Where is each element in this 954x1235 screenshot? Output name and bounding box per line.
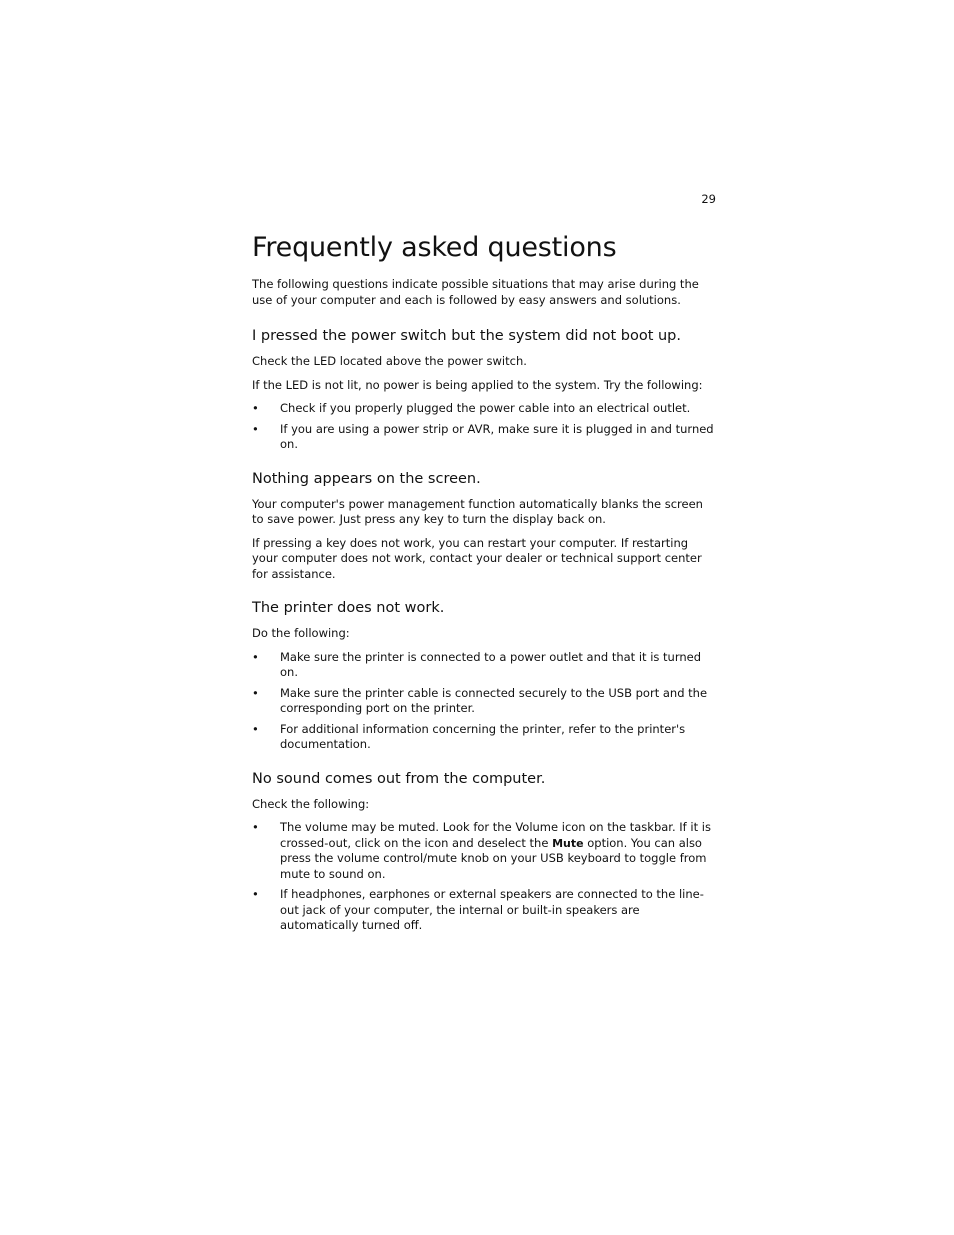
mute-term: Mute <box>552 836 584 850</box>
bullet-text: If you are using a power strip or AVR, make sure it is plugged in and turned on. <box>280 421 714 451</box>
bullet-item <box>252 887 716 934</box>
document-body <box>252 228 716 950</box>
section-heading: The printer does not work. <box>252 600 445 616</box>
paragraph: If the LED is not lit, no power is being applied to the system. Try the following: <box>252 377 703 392</box>
bullet-item <box>252 422 716 453</box>
intro-paragraph: The following questions indicate possible situations that may arise during the use of your computer and each is followed by easy answers and solutions. <box>252 277 699 307</box>
bullet-text: For additional information concerning the printer, refer to the printer's documentation. <box>280 721 686 751</box>
bullet-text: Make sure the printer is connected to a power outlet and that it is turned on. <box>280 649 702 679</box>
bullet-text: Check if you properly plugged the power cable into an electrical outlet. <box>280 401 691 415</box>
paragraph: Do the following: <box>252 626 350 640</box>
paragraph: If pressing a key does not work, you can restart your computer. If restarting your computer does not work, contact your dealer or technical support center for assistance. <box>252 535 702 581</box>
bullet-item <box>252 401 716 417</box>
bullet-item <box>252 650 716 681</box>
page-number: 29 <box>701 192 716 206</box>
bullet-list <box>252 401 716 453</box>
bullet-item <box>252 686 716 717</box>
bullet-icon: • <box>252 685 259 700</box>
section-heading: No sound comes out from the computer. <box>252 770 546 787</box>
bullet-text-before: The volume may be muted. Look for the Volume icon on the taskbar. If it is crossed-out, click on the icon and deselect the <box>280 820 711 850</box>
bullet-list <box>252 650 716 753</box>
paragraph: Your computer's power management function automatically blanks the screen to save power. Just press any key to turn the display back on. <box>252 496 703 526</box>
bullet-item <box>252 722 716 753</box>
bullet-text: Make sure the printer cable is connected securely to the USB port and the corresponding port on the printer. <box>280 685 708 715</box>
section-heading: I pressed the power switch but the system did not boot up. <box>252 328 681 344</box>
bullet-item <box>252 820 716 882</box>
section-heading: Nothing appears on the screen. <box>252 470 481 487</box>
bullet-text: If headphones, earphones or external speakers are connected to the line-out jack of your computer, the internal or built-in speakers are automatically turned off. <box>280 887 704 932</box>
bullet-icon: • <box>252 887 259 901</box>
faq-section-sound <box>252 769 716 934</box>
faq-section-screen <box>252 469 716 583</box>
faq-section-printer <box>252 598 716 753</box>
bullet-text-after: option. You can also press the volume control/mute knob on your USB keyboard to toggle from mute to sound on. <box>280 835 707 881</box>
bullet-icon: • <box>252 421 259 436</box>
faq-section-power <box>252 326 716 453</box>
bullet-icon: • <box>252 820 259 834</box>
paragraph: Check the following: <box>252 796 370 811</box>
bullet-icon: • <box>252 401 259 415</box>
page-title: Frequently asked questions <box>252 232 617 263</box>
bullet-list <box>252 820 716 934</box>
paragraph: Check the LED located above the power switch. <box>252 354 527 368</box>
bullet-icon: • <box>252 649 259 664</box>
bullet-icon: • <box>252 721 259 736</box>
